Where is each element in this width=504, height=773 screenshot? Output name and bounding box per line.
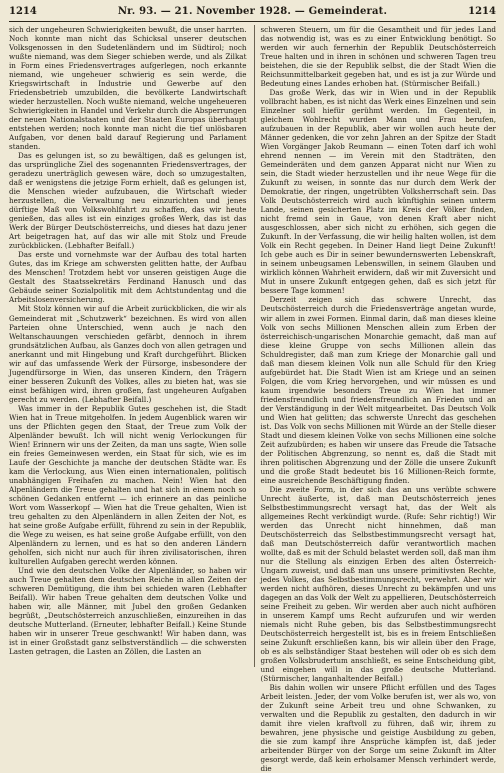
- paragraph: Das erste und vornehmste war der Aufbau des total harten Gutes, das im Kriege am schwersten gelitten hatte, der Aufbau des Menschen! Trotzdem hebt vor unseren geistigen Auge die Gestalt des Staatssekretärs Ferdinand Hanusch und das Gebäude seiner Sozialpolitik mit dem Achtstundentag und die Arbeitslosenversicherung.: [9, 250, 247, 305]
- page-number-right: 1214: [468, 6, 496, 17]
- paragraph: schweren Steuern, um für die Gesamtheit und für jedes Land das notwendig ist, was es zu einer Entwicklung benötigt. So werden wir auch fernerhin der Republik Deutschösterreich Treue halten und in ihren in schönen und schweren Tagen treu beistehen, die sie der Republik selbst, die der Stadt Wien die Reichsunmittelbarkeit gegeben hat, und es ist ja zur Würde und Bedeutung eines Landes erhoben hat. (Stürmischer Beifall.): [260, 25, 496, 89]
- paragraph: Und wie den deutschen Volke der Alpenländer, so haben wir auch Treue gehalten dem deutschen Reiche in allen Zeiten der schweren Demütigung, die ihm bei schieden waren (Lebhafter Beifall). Wir haben Treue gehalten dem deutschen Volke und haben wir, alle Männer, mit Jubel den großen Gedanken begrüßt, „Deutschösterreich anzuschließen, einzureihen in das deutsche Mutterland. (Erneuter, lebhafter Beifall.) Keine Stunde haben wir in unserer Treue geschwankt! Wir haben dann, was ist in einer Großstadt ganz selbstverständlich — die schwersten Lasten getragen, die Lasten an Zöllen, die Lasten an: [9, 565, 247, 657]
- page-number: 1214: [9, 6, 37, 17]
- paragraph: Bis dahin wollen wir unsere Pflicht erfüllen und des Tages Arbeit leisten. Jeder, der vom Volke berufen ist, wer als wo, von der Zukunft seine Arbeit treu und ohne Schwanken, zu verwalten und die Republik zu gestalten, den dadurch in wir damit ihre vielen kraftvoll zu führen, daß wir, ihrem zu bewahren, jene physische und geistige Ausbildung zu geben, die sie zum kampf ihre Ansprüche kämpfen ist, daß jeder arbeitender Bürger von der Sorge um seine Zukunft im Alter gesorgt werde, daß kein erholsamer Mensch verhindert werde, die: [260, 683, 496, 773]
- header-rule: [9, 21, 496, 22]
- text-columns: [9, 25, 496, 773]
- paragraph: Mit Stolz können wir auf die Arbeit zurückblicken, die wir als Gemeinderat mit „Schutzwerk“ bezeichnen. Es wird von allen Parteien ohne Unterschied, wenn auch je nach den Weltanschauungen verschieden gefärbt, dennoch in ihrem grundsätzlichen Aufbau, als Ganzes doch von allen getragen und anerkannt und mit Hingebung und Kraft durchgeführt. Blicken wir auf das umfassende Werk der Fürsorge, insbesondere der Jugendfürsorge in Wien, das unseren Kindern, den Trägern einer besseren Zukunft des Volkes, alles zu bieten hat, was sie einst befähigen wird, ihren großen, fast ungeheuren Aufgaben gerecht zu werden. (Lebhafter Beifall.): [9, 304, 247, 404]
- paragraph: Was immer in der Republik Gutes geschehen ist, die Stadt Wien hat in Treue mitgeholfen. In jedem Augenblick waren wir uns der Pflichten gegen den Staat, der Treue zum Volk der Alpenländer bewußt. Ich will nicht wenig Verlockungen für Wien! Erinnern wir uns der Zeiten, da man uns sagte, Wien solle ein freies Gemeinwesen werden, ein Staat für sich, wie es im Laufe der Geschichte ja manche der deutschen Städte war. Es kam die Verlockung, aus Wien einen internationalen, politisch unabhängigen Freihafen zu machen. Nein! Wien hat den Alpenländern die Treue gehalten und hat sich in einem noch so schönen Gedanken entfernt — ich erinnere an das peinliche Wort vom Wasserkopf — Wien hat die Treue gehalten, Wien ist treu gehalten zu den Alpenländern in allen Zeiten der Not, es hat seine große Aufgabe erfüllt, führend zu sein in der Republik, die Wege zu weisen, es hat seine große Aufgabe erfüllt, von den Alpenländern zu lernen, und es hat so den anderen Ländern geholfen, sich nicht nur auch für ihren zivilisatorischen, ihren kulturellen Aufgaben gerecht werden können.: [9, 403, 247, 566]
- paragraph: Die zweite Form, in der sich das an uns verübte schwere Unrecht äußerte, ist, daß man Deutschösterreich jenes Selbstbestimmungsrecht versagt hat, das der Welt als allgemeines Recht verkündigt wurde. (Rufe: Sehr richtig!) Wir werden das Unrecht nicht hinnehmen, daß man Deutschösterreich das Selbstbestimmungsrecht versagt hat, daß man Deutschösterreich dafür verantwortlich machen wollte, daß es mit der Schuld belastet werden soll, daß man ihm nur die Stellung als einzigen Erben des alten Österreich-Ungarn zuweist, und daß man uns unsere primitivsten Rechte, jedes Volkes, das Selbstbestimmungsrecht, verwehrt. Aber wir werden nicht aufhören, dieses Unrecht zu bekämpfen und uns dagegen an das Volk der Welt zu appellieren, Deutschösterreich seine Freiheit zu geben. Wir werden aber auch nicht aufhören in unserem Kampf ums Recht aufzurufen und wir werden niemals nicht Ruhe geben, bis das Selbstbestimmungsrecht Deutschösterreich hergestellt ist, bis es in freiem Entschließen seine Zukunft erschließen kann, bis wir allein über den Frage, ob es als selbständiger Staat bestehen will oder ob es sich dem großen Volksbrudertum anschließt, es seine Entscheidung gibt, und eingehen will in das große deutsche Mutterland. (Stürmischer, langanhaltender Beifall.): [260, 484, 496, 684]
- paragraph: Das es gelungen ist, so zu bewältigen, daß es gelungen ist, das ursprüngliche Ziel des sogenannten Friedensvertrages, der geradezu unerträglich gewesen wäre, doch so umzugestalten, daß er wenigstens die jetzige Form erhielt, daß es gelungen ist, die Menschen wieder aufzubauen, die Wirtschaft wieder herzustellen, die Verwaltung neu einzurichten und jenes dürftige Maß von Volkswohlfahrt zu schaffen, das wir heute genießen, das alles ist ein einziges großes Werk, das ist das Werk der Bürger Deutschösterreichs, und dieses hat dazu jener Art beigetragen hat, auf das wir alle mit Stolz und Freude zurückblicken. (Lebhafter Beifall.): [9, 151, 247, 251]
- paragraph: Derzeit zeigen sich das schwere Unrecht, das Deutschösterreich durch die Friedensverträge angetan wurde, wir allem in zwei Formen. Einmal darin, daß man dieses kleine Volk von sechs Millionen Menschen allein zum Erben der österreichisch-ungarischen Monarchie gemacht, daß man auf diese kleine Gruppe von sechs Millionen allein das Schuldregister, daß man zum Kriege der Monarchie gall und daß man diesem kleinen Volk nun alle Schuld für den Krieg aufgebürdet hat. Die Stadt Wien ist am Kriege und an seinen Folgen, die vom Krieg hervorgehen, und wir müssen es und kaum irgendwie besonders Treue zu Wien hat immer friedensfreundlich und friedensfreundlich an Frieden und an der Verständigung in der Welt mitgearbeitet. Das Deutsch Volk und Wien hat gelitten; das schwerste Unrecht das geschehen ist. Das Volk von sechs Millionen mit Würde an der Stelle dieser Stadt und diesem kleinen Volke von sechs Millionen eine solche Zeit aufzubürden; es haben wir unsere das Freude die Tatsache der Politischen Abgrenzung, so nennt es, daß die Stadt mit ihren politischen Abgrenzung und der Zölle die unsere Zukunft und die große Stadt bedeutet bis 16 Millionen-Reich formte, eine ausreichende Beschäftigung finden.: [260, 295, 496, 485]
- left-column: [9, 25, 246, 667]
- paragraph: Das große Werk, das wir in Wien und in der Republik vollbracht haben, es ist nicht das Werk eines Einzelnen und sein Einzelner soll hiefür gerühmt werden. Im Gegenteil, in gleichem Wohlrecht wurden Mann und Frau berufen, aufzubauen in der Republik, aber wir wollen auch heute der Männer gedenken, die vor zehn Jahren an der Spitze der Stadt Wien Vorgänger Jakob Reumann — einen Toten darf ich wohl ehrend nennen — im Verein mit den Stadträten, den Gemeinderäten und dem ganzen Apparat nicht nur Wien zu sein, die Stadt wieder herzustellen und ihr neue Wege für die Zukunft zu weisen, in sonnte das nur durch dem Werk der Demokratie, der ringen, ungetrübten Volksherrschaft sein. Das Volk Deutschösterreich wird auch künftighin seinen unterm Lande, seinen gesicherten Platz im Kreis der Völker finden, nicht fremd sein in Gaue, von denen Kraft aber nicht ausgeschlossen, aber sich nicht zu erhöhen, sich gegen die Zukunft. In der Verfassung, die wir heilig halten wollen, ist dem Volk ein Recht gegeben. In Deiner Hand liegt Deine Zukunft! Ich gebe auch es Dir in seiner bewundernswerten Lebenskraft, in seinem unbeugsamen Lebenswillen, in seinem Glauben und wirklich können Wahrheit erwidern, daß wir mit Zuversicht und Mut in unsere Zukunft entgegen gehen, daß es sich jetzt für bessere Tage kommen!: [260, 88, 496, 296]
- page-header: [9, 6, 496, 20]
- right-column: [254, 25, 496, 773]
- paragraph: sich der ungeheuren Schwierigkeiten bewußt, die unser harrten. Noch konnte man nicht das Schicksal unserer deutschen Volksgenossen in den Sudetenländern und im Südtirol; noch wußte niemand, was dem Sieger schieben werde, und als Zilkat in Form eines Friedensvertrages aufgerlegen, noch erkannte niemand, wie ungeheuer schwierig es sein werde, die Kriegswirtschaft in Industrie und Gewerbe auf den Friedensbetrieb umzubilden, die bevölkerte Landwirtschaft wieder herzustellen. Noch wußte niemand, welche ungeheueren Schwierigkeiten in Handel und Verkehr durch die Absperrungen der neuen Nationalstaaten und der Staaten Europas überhaupt entstehen werden; noch konnte man nicht die tief unlösbaren Aufgaben, vor denen bald darauf Regierung und Parlament standen.: [9, 25, 247, 152]
- issue-line: Nr. 93. — 21. November 1928. — Gemeinderat.: [117, 6, 388, 17]
